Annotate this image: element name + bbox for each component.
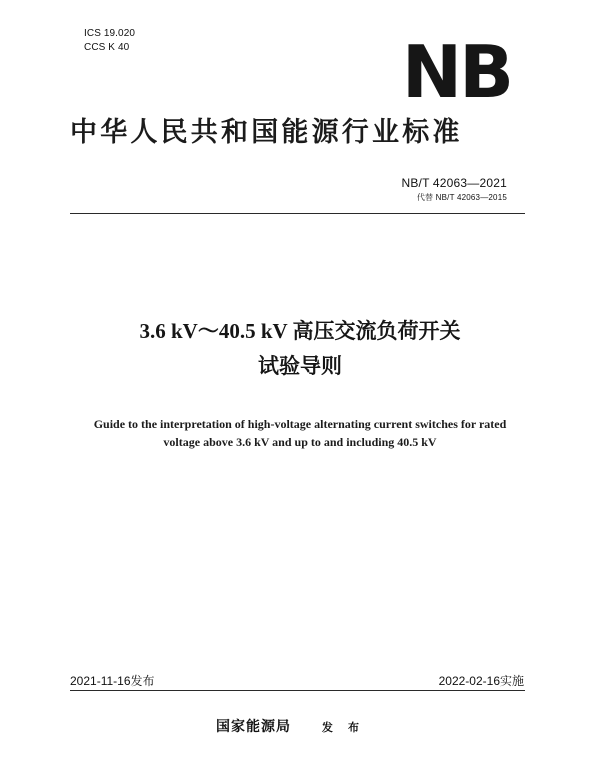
publisher-block [216, 716, 396, 738]
document-title-line-2: 试验导则 [258, 354, 342, 378]
publisher-name: 国家能源局 [216, 718, 291, 734]
replaced-standard-number: 代替 NB/T 42063—2015 [416, 193, 507, 202]
document-title [80, 318, 520, 380]
issue-date: 2021-11-16发布 [70, 674, 155, 688]
top-divider [70, 213, 525, 214]
nb-logo: NB [401, 30, 511, 114]
classification-codes [84, 27, 204, 55]
english-title-line-2: voltage above 3.6 kV and up to and including 40.5 kV [163, 435, 437, 449]
english-title-line-1: Guide to the interpretation of high-voltage alternating current switches for rated [93, 417, 507, 431]
document-title-line-1: 3.6 kV～40.5 kV 高压交流负荷开关 [139, 319, 461, 343]
standard-number: NB/T 42063—2021 [401, 176, 507, 190]
ccs-code: CCS K 40 [84, 42, 130, 53]
english-document-title [54, 415, 546, 451]
publisher-action: 发 布 [321, 722, 365, 734]
implementation-date: 2022-02-16实施 [438, 674, 524, 688]
bottom-divider [70, 690, 525, 691]
ics-code: ICS 19.020 [84, 28, 136, 39]
industry-standard-title: 中华人民共和国能源行业标准 [70, 117, 463, 147]
